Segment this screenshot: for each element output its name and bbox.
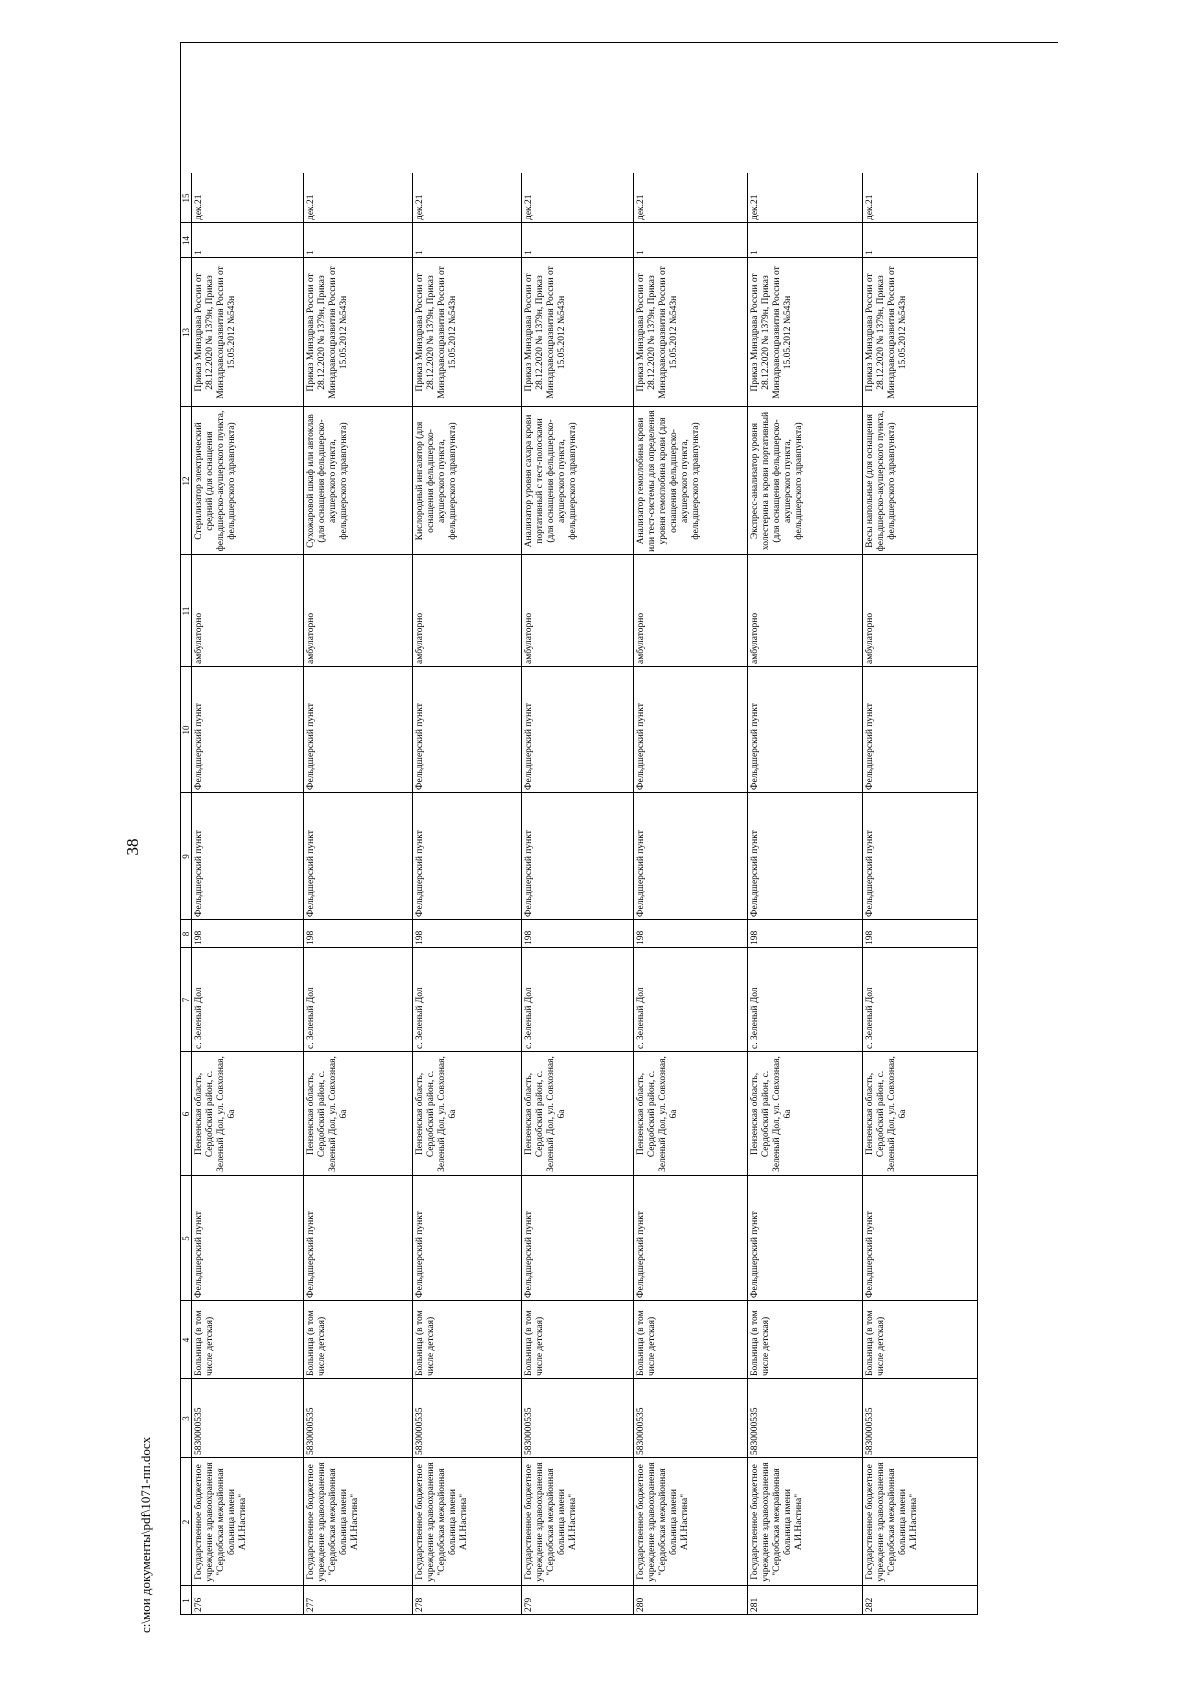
- header-label-organization-type: 4: [181, 1337, 191, 1343]
- cell-organization-type: [192, 1301, 304, 1379]
- value-care-form: амбулаторно: [415, 612, 425, 664]
- cell-quantity: [863, 223, 978, 258]
- value-organization: Государственное бюджетное учреждение здравоохранения "Сердобская межрайонная больница имени А.И.Настина": [524, 1462, 578, 1582]
- cell-facility-type: [748, 667, 863, 793]
- cell-inn: [522, 1379, 634, 1458]
- cell-settlement: [304, 948, 413, 1052]
- header-label-care-form: 11: [181, 606, 191, 616]
- header-label-service-unit: 9: [181, 854, 191, 859]
- value-legal-basis: Приказ Минздрава России от 28.12.2020 № 1379н, Приказ Минздравсоцразвития России от 15.05.2012 №543н: [194, 266, 237, 399]
- value-facility-type: Фельдшерский пункт: [306, 703, 316, 790]
- cell-quantity: [304, 223, 413, 258]
- value-settlement: с. Зеленый Дол: [524, 987, 534, 1049]
- value-organization-type: Больница (в том числе детская): [415, 1310, 436, 1376]
- value-organization-type: Больница (в том числе детская): [194, 1310, 215, 1376]
- cell-organization: [192, 1458, 304, 1586]
- header-cell-equipment: [181, 407, 192, 555]
- value-service-unit: Фельдшерский пункт: [865, 830, 875, 917]
- cell-legal-basis: [413, 258, 522, 407]
- cell-organization: [413, 1458, 522, 1586]
- cell-inn: [304, 1379, 413, 1458]
- value-quantity: 1: [524, 250, 534, 255]
- cell-care-form: [304, 555, 413, 667]
- value-legal-basis: Приказ Минздрава России от 28.12.2020 № 1379н, Приказ Минздравсоцразвития России от 15.05.2012 №543н: [524, 266, 567, 399]
- value-inn: 5830000535: [524, 1407, 534, 1455]
- value-service-unit: Фельдшерский пункт: [524, 830, 534, 917]
- cell-organization: [522, 1458, 634, 1586]
- header-label-settlement: 7: [181, 997, 191, 1003]
- value-unit-type: Фельдшерский пункт: [865, 1211, 875, 1298]
- value-organization-type: Больница (в том числе детская): [524, 1310, 545, 1376]
- value-population: 198: [194, 930, 204, 945]
- cell-unit-type: [413, 1176, 522, 1301]
- value-organization: Государственное бюджетное учреждение здравоохранения "Сердобская межрайонная больница имени А.И.Настина": [306, 1462, 360, 1582]
- value-legal-basis: Приказ Минздрава России от 28.12.2020 № 1379н, Приказ Минздравсоцразвития России от 15.05.2012 №543н: [636, 266, 679, 399]
- cell-deadline: [192, 173, 304, 223]
- value-inn: 5830000535: [636, 1407, 646, 1455]
- header-label-population: 8: [181, 931, 191, 937]
- value-organization: Государственное бюджетное учреждение здравоохранения "Сердобская межрайонная больница имени А.И.Настина": [636, 1462, 690, 1582]
- value-unit-type: Фельдшерский пункт: [194, 1211, 204, 1298]
- value-care-form: амбулаторно: [306, 612, 316, 664]
- header-label-row-number: 1: [181, 1598, 191, 1603]
- cell-population: [634, 920, 748, 948]
- cell-care-form: [192, 555, 304, 667]
- value-address: Пензенская область, Сердобский район, с. Зеленый Дол, ул. Совхозная, 6а: [865, 1056, 908, 1172]
- cell-unit-type: [748, 1176, 863, 1301]
- value-care-form: амбулаторно: [194, 612, 204, 664]
- value-inn: 5830000535: [194, 1407, 204, 1455]
- cell-settlement: [634, 948, 748, 1052]
- cell-quantity: [413, 223, 522, 258]
- cell-row-number: [192, 1586, 304, 1615]
- value-quantity: 1: [750, 250, 760, 255]
- value-settlement: с. Зеленый Дол: [194, 987, 204, 1049]
- value-service-unit: Фельдшерский пункт: [750, 830, 760, 917]
- value-quantity: 1: [415, 250, 425, 255]
- table-row: [863, 43, 978, 1615]
- value-service-unit: Фельдшерский пункт: [636, 830, 646, 917]
- table-row: [413, 43, 522, 1615]
- value-legal-basis: Приказ Минздрава России от 28.12.2020 № 1379н, Приказ Минздравсоцразвития России от 15.05.2012 №543н: [415, 266, 458, 399]
- cell-address: [413, 1052, 522, 1176]
- value-legal-basis: Приказ Минздрава России от 28.12.2020 № 1379н, Приказ Минздравсоцразвития России от 15.05.2012 №543н: [865, 266, 908, 399]
- cell-care-form: [522, 555, 634, 667]
- header-cell-care-form: [181, 555, 192, 667]
- value-settlement: с. Зеленый Дол: [636, 987, 646, 1049]
- value-equipment: Весы напольные (для оснащения фельдшерско-акушерского пункта, фельдшерского здравпункта): [865, 410, 897, 552]
- cell-inn: [634, 1379, 748, 1458]
- cell-address: [863, 1052, 978, 1176]
- value-quantity: 1: [194, 250, 204, 255]
- cell-organization: [863, 1458, 978, 1586]
- value-unit-type: Фельдшерский пункт: [524, 1211, 534, 1298]
- cell-facility-type: [192, 667, 304, 793]
- value-legal-basis: Приказ Минздрава России от 28.12.2020 № 1379н, Приказ Минздравсоцразвития России от 15.05.2012 №543н: [750, 266, 793, 399]
- value-organization: Государственное бюджетное учреждение здравоохранения "Сердобская межрайонная больница имени А.И.Настина": [865, 1462, 919, 1582]
- cell-settlement: [863, 948, 978, 1052]
- cell-deadline: [522, 173, 634, 223]
- table-row: [748, 43, 863, 1615]
- value-address: Пензенская область, Сердобский район, с. Зеленый Дол, ул. Совхозная, 6а: [194, 1056, 237, 1172]
- table-row: [192, 43, 304, 1615]
- header-label-legal-basis: 13: [181, 328, 191, 337]
- cell-inn: [192, 1379, 304, 1458]
- value-population: 198: [865, 930, 875, 945]
- value-organization: Государственное бюджетное учреждение здравоохранения "Сердобская межрайонная больница имени А.И.Настина": [194, 1462, 248, 1582]
- table-row: [522, 43, 634, 1615]
- cell-care-form: [413, 555, 522, 667]
- cell-deadline: [304, 173, 413, 223]
- header-cell-deadline: [181, 173, 192, 223]
- table-row: [304, 43, 413, 1615]
- value-organization: Государственное бюджетное учреждение здравоохранения "Сердобская межрайонная больница имени А.И.Настина": [415, 1462, 469, 1582]
- value-organization-type: Больница (в том числе детская): [306, 1310, 327, 1376]
- value-service-unit: Фельдшерский пункт: [194, 830, 204, 917]
- value-deadline: дек.21: [750, 194, 760, 220]
- cell-quantity: [192, 223, 304, 258]
- cell-organization: [748, 1458, 863, 1586]
- header-cell-organization-type: [181, 1301, 192, 1379]
- cell-equipment: [192, 407, 304, 555]
- cell-quantity: [634, 223, 748, 258]
- value-population: 198: [636, 930, 646, 945]
- cell-settlement: [748, 948, 863, 1052]
- cell-deadline: [863, 173, 978, 223]
- value-population: 198: [415, 930, 425, 945]
- header-label-quantity: 14: [181, 236, 191, 245]
- value-care-form: амбулаторно: [636, 612, 646, 664]
- header-label-address: 6: [181, 1111, 191, 1117]
- cell-care-form: [748, 555, 863, 667]
- cell-quantity: [748, 223, 863, 258]
- cell-organization-type: [522, 1301, 634, 1379]
- value-deadline: дек.21: [865, 194, 875, 220]
- header-cell-quantity: [181, 223, 192, 258]
- cell-inn: [748, 1379, 863, 1458]
- header-cell-organization: [181, 1458, 192, 1586]
- cell-population: [748, 920, 863, 948]
- value-service-unit: Фельдшерский пункт: [306, 830, 316, 917]
- value-equipment: Кислородный ингалятор (для оснащения фельдшерско-акушерского пункта, фельдшерского здравпункта): [415, 421, 458, 541]
- cell-address: [522, 1052, 634, 1176]
- cell-row-number: [863, 1586, 978, 1615]
- value-inn: 5830000535: [865, 1407, 875, 1455]
- cell-organization-type: [748, 1301, 863, 1379]
- value-care-form: амбулаторно: [865, 612, 875, 664]
- table-header-row: [181, 43, 192, 1615]
- cell-address: [192, 1052, 304, 1176]
- cell-service-unit: [863, 793, 978, 920]
- value-deadline: дек.21: [524, 194, 534, 220]
- value-population: 198: [750, 930, 760, 945]
- cell-organization: [304, 1458, 413, 1586]
- value-equipment: Экспресс-анализатор уровня холестерина в крови портативный (для оснащения фельдшерско-акушерского пункта, фельдшерского здравпункта): [750, 411, 804, 551]
- value-equipment: Анализатор уровня сахара крови портативный с тест-полосками (для оснащения фельдшерско-акушерского пункта, фельдшерского здравпункта): [524, 414, 578, 548]
- cell-unit-type: [863, 1176, 978, 1301]
- value-facility-type: Фельдшерский пункт: [750, 703, 760, 790]
- cell-service-unit: [634, 793, 748, 920]
- value-unit-type: Фельдшерский пункт: [306, 1211, 316, 1298]
- value-inn: 5830000535: [750, 1407, 760, 1455]
- value-population: 198: [306, 930, 316, 945]
- cell-unit-type: [634, 1176, 748, 1301]
- cell-equipment: [413, 407, 522, 555]
- cell-organization-type: [863, 1301, 978, 1379]
- cell-legal-basis: [304, 258, 413, 407]
- cell-facility-type: [413, 667, 522, 793]
- cell-facility-type: [863, 667, 978, 793]
- value-unit-type: Фельдшерский пункт: [750, 1211, 760, 1298]
- value-organization-type: Больница (в том числе детская): [750, 1310, 771, 1376]
- footer-file-path: c:\мои документы\pdf\1071-пп.docx: [138, 1436, 153, 1633]
- value-address: Пензенская область, Сердобский район, с. Зеленый Дол, ул. Совхозная, 6а: [750, 1056, 793, 1172]
- cell-facility-type: [634, 667, 748, 793]
- header-cell-address: [181, 1052, 192, 1176]
- cell-organization: [634, 1458, 748, 1586]
- header-cell-population: [181, 920, 192, 948]
- value-settlement: с. Зеленый Дол: [306, 987, 316, 1049]
- value-care-form: амбулаторно: [750, 612, 760, 664]
- cell-equipment: [863, 407, 978, 555]
- table-row: [634, 43, 748, 1615]
- cell-inn: [863, 1379, 978, 1458]
- header-cell-facility-type: [181, 667, 192, 793]
- page-number: 38: [123, 838, 142, 856]
- value-facility-type: Фельдшерский пункт: [415, 703, 425, 790]
- cell-row-number: [413, 1586, 522, 1615]
- value-equipment: Анализатор гемоглобина крови или тест-системы для определения уровня гемоглобина крови (для оснащения фельдшерско-акушерского пункта, фельдшерского здравпункта): [636, 410, 701, 552]
- cell-legal-basis: [192, 258, 304, 407]
- header-label-unit-type: 5: [181, 1236, 191, 1241]
- header-label-deadline: 15: [181, 193, 191, 203]
- cell-population: [192, 920, 304, 948]
- value-unit-type: Фельдшерский пункт: [636, 1211, 646, 1298]
- header-cell-inn: [181, 1379, 192, 1458]
- value-unit-type: Фельдшерский пункт: [415, 1211, 425, 1298]
- cell-legal-basis: [634, 258, 748, 407]
- header-cell-settlement: [181, 948, 192, 1052]
- cell-row-number: [634, 1586, 748, 1615]
- cell-service-unit: [413, 793, 522, 920]
- value-facility-type: Фельдшерский пункт: [194, 703, 204, 790]
- cell-unit-type: [304, 1176, 413, 1301]
- cell-deadline: [634, 173, 748, 223]
- cell-address: [748, 1052, 863, 1176]
- header-cell-unit-type: [181, 1176, 192, 1301]
- value-address: Пензенская область, Сердобский район, с. Зеленый Дол, ул. Совхозная, 6а: [415, 1056, 458, 1172]
- cell-population: [304, 920, 413, 948]
- cell-organization-type: [304, 1301, 413, 1379]
- cell-row-number: [304, 1586, 413, 1615]
- value-settlement: с. Зеленый Дол: [415, 987, 425, 1049]
- header-cell-row-number: [181, 1586, 192, 1615]
- cell-address: [304, 1052, 413, 1176]
- cell-equipment: [748, 407, 863, 555]
- cell-service-unit: [748, 793, 863, 920]
- value-deadline: дек.21: [194, 194, 204, 220]
- cell-organization-type: [634, 1301, 748, 1379]
- value-inn: 5830000535: [306, 1407, 316, 1455]
- value-row-number: 278: [415, 1597, 425, 1612]
- cell-legal-basis: [748, 258, 863, 407]
- cell-settlement: [413, 948, 522, 1052]
- cell-care-form: [634, 555, 748, 667]
- value-organization-type: Больница (в том числе детская): [636, 1310, 657, 1376]
- header-label-equipment: 12: [181, 476, 191, 486]
- cell-quantity: [522, 223, 634, 258]
- cell-organization-type: [413, 1301, 522, 1379]
- value-organization-type: Больница (в том числе детская): [865, 1310, 886, 1376]
- value-care-form: амбулаторно: [524, 612, 534, 664]
- value-equipment: Сухожаровой шкаф или автоклав (для оснащения фельдшерско-акушерского пункта, фельдшерского здравпункта): [306, 414, 349, 548]
- cell-equipment: [304, 407, 413, 555]
- value-facility-type: Фельдшерский пункт: [524, 703, 534, 790]
- value-legal-basis: Приказ Минздрава России от 28.12.2020 № 1379н, Приказ Минздравсоцразвития России от 15.05.2012 №543н: [306, 266, 349, 399]
- cell-deadline: [413, 173, 522, 223]
- cell-deadline: [748, 173, 863, 223]
- cell-equipment: [522, 407, 634, 555]
- cell-population: [863, 920, 978, 948]
- header-label-organization: 2: [181, 1519, 191, 1525]
- cell-address: [634, 1052, 748, 1176]
- value-quantity: 1: [636, 250, 646, 255]
- cell-settlement: [192, 948, 304, 1052]
- cell-facility-type: [304, 667, 413, 793]
- value-quantity: 1: [865, 250, 875, 255]
- cell-row-number: [522, 1586, 634, 1615]
- cell-legal-basis: [863, 258, 978, 407]
- cell-service-unit: [522, 793, 634, 920]
- cell-facility-type: [522, 667, 634, 793]
- value-inn: 5830000535: [415, 1407, 425, 1455]
- header-label-inn: 3: [181, 1416, 191, 1421]
- cell-population: [522, 920, 634, 948]
- header-cell-legal-basis: [181, 258, 192, 407]
- value-settlement: с. Зеленый Дол: [750, 987, 760, 1049]
- value-deadline: дек.21: [636, 194, 646, 220]
- cell-equipment: [634, 407, 748, 555]
- cell-settlement: [522, 948, 634, 1052]
- value-row-number: 276: [194, 1597, 204, 1612]
- cell-unit-type: [522, 1176, 634, 1301]
- value-row-number: 277: [306, 1597, 316, 1612]
- value-organization: Государственное бюджетное учреждение здравоохранения "Сердобская межрайонная больница имени А.И.Настина": [750, 1462, 804, 1582]
- value-row-number: 282: [865, 1597, 875, 1612]
- cell-care-form: [863, 555, 978, 667]
- value-equipment: Стерилизатор электрический средний (для оснащения фельдшерско-акушерского пункта, фельдшерского здравпункта): [194, 410, 237, 552]
- value-quantity: 1: [306, 250, 316, 255]
- value-address: Пензенская область, Сердобский район, с. Зеленый Дол, ул. Совхозная, 6а: [636, 1056, 679, 1172]
- value-row-number: 281: [750, 1597, 760, 1612]
- header-cell-service-unit: [181, 793, 192, 920]
- value-facility-type: Фельдшерский пункт: [865, 703, 875, 790]
- data-table: [180, 42, 1058, 1615]
- cell-legal-basis: [522, 258, 634, 407]
- value-row-number: 279: [524, 1597, 534, 1612]
- value-facility-type: Фельдшерский пункт: [636, 703, 646, 790]
- cell-row-number: [748, 1586, 863, 1615]
- header-label-facility-type: 10: [181, 725, 191, 735]
- value-service-unit: Фельдшерский пункт: [415, 830, 425, 917]
- value-settlement: с. Зеленый Дол: [865, 987, 875, 1049]
- value-address: Пензенская область, Сердобский район, с. Зеленый Дол, ул. Совхозная, 6а: [524, 1056, 567, 1172]
- cell-service-unit: [304, 793, 413, 920]
- value-row-number: 280: [636, 1597, 646, 1612]
- value-deadline: дек.21: [306, 194, 316, 220]
- cell-service-unit: [192, 793, 304, 920]
- value-population: 198: [524, 930, 534, 945]
- cell-inn: [413, 1379, 522, 1458]
- value-address: Пензенская область, Сердобский район, с. Зеленый Дол, ул. Совхозная, 6а: [306, 1056, 349, 1172]
- value-deadline: дек.21: [415, 194, 425, 220]
- cell-population: [413, 920, 522, 948]
- cell-unit-type: [192, 1176, 304, 1301]
